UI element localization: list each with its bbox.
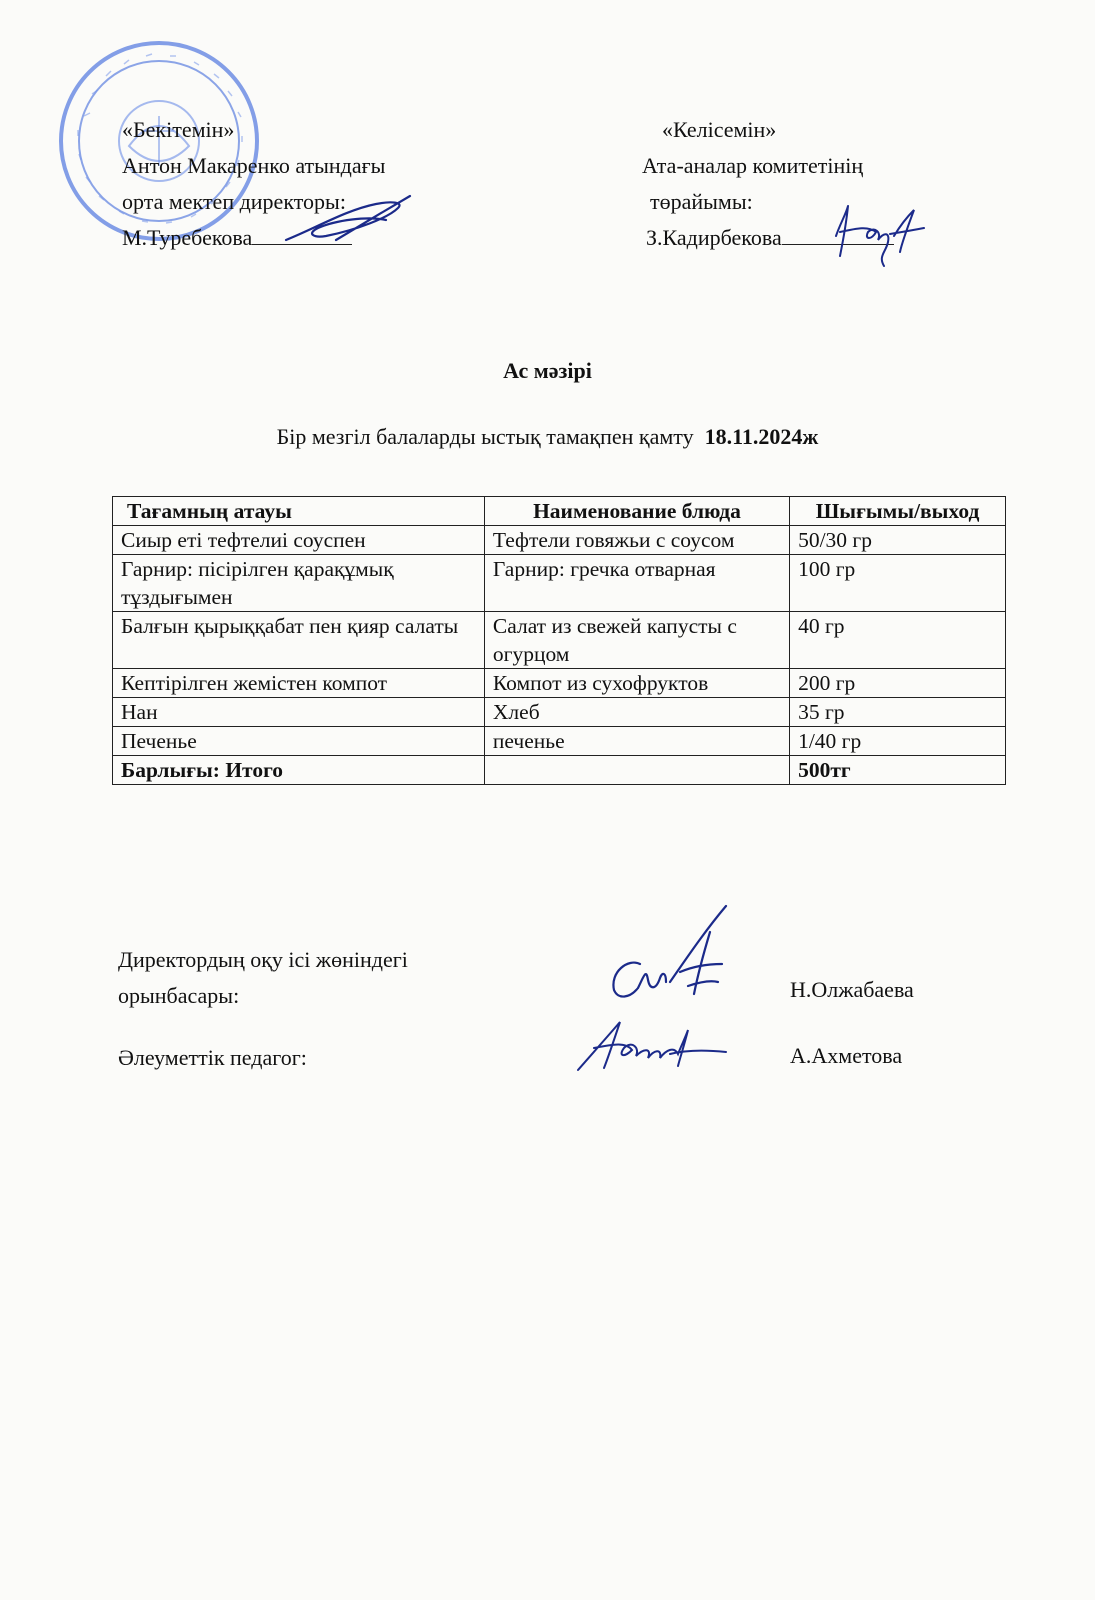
approve-line1: Антон Макаренко атындағы — [122, 153, 386, 178]
cell-output: 35 гр — [790, 698, 1006, 727]
table-row — [113, 698, 1006, 727]
committee-signature — [828, 196, 928, 274]
table-row — [113, 669, 1006, 698]
total-value: 500тг — [790, 756, 1006, 785]
table-row — [113, 555, 1006, 612]
cell-ru: Салат из свежей капусты с огурцом — [484, 612, 789, 669]
social-signature — [574, 1014, 730, 1076]
deputy-role — [118, 942, 408, 1014]
cell-output: 200 гр — [790, 669, 1006, 698]
subtitle-date: 18.11.2024ж — [704, 424, 819, 449]
subtitle-text: Бір мезгіл балаларды ыстық тамақпен қамту — [276, 424, 694, 449]
cell-ru: Хлеб — [484, 698, 789, 727]
cell-ru: Тефтели говяжьи с соусом — [484, 526, 789, 555]
deputy-signature — [604, 902, 744, 1006]
deputy-name: Н.Олжабаева — [790, 977, 914, 1002]
cell-kz: Печенье — [113, 727, 485, 756]
table-row — [113, 526, 1006, 555]
social-name: А.Ахметова — [790, 1043, 903, 1068]
cell-output: 1/40 гр — [790, 727, 1006, 756]
table-total-row — [113, 756, 1006, 785]
approve-line2: орта мектеп директоры: — [122, 189, 346, 214]
agree-title: «Келісемін» — [662, 117, 777, 142]
total-empty — [484, 756, 789, 785]
header-kz-name: Тағамның атауы — [113, 497, 485, 526]
total-label: Барлығы: Итого — [113, 756, 485, 785]
document-subtitle — [0, 424, 1095, 450]
agree-line2: төрайымы: — [650, 189, 753, 214]
approve-title: «Бекітемін» — [122, 117, 235, 142]
table-row — [113, 612, 1006, 669]
cell-output: 40 гр — [790, 612, 1006, 669]
deputy-line2: орынбасары: — [118, 983, 240, 1008]
approve-name-text: М.Туребекова — [122, 225, 253, 250]
deputy-line1: Директордың оқу ісі жөніндегі — [118, 947, 408, 972]
cell-kz: Кептірілген жемістен компот — [113, 669, 485, 698]
cell-output: 50/30 гр — [790, 526, 1006, 555]
director-signature — [276, 188, 416, 252]
social-role: Әлеуметтік педагог: — [118, 1045, 307, 1070]
cell-ru: печенье — [484, 727, 789, 756]
document-title: Ас мәзірі — [503, 358, 592, 383]
cell-ru: Компот из сухофруктов — [484, 669, 789, 698]
cell-kz: Нан — [113, 698, 485, 727]
agree-line1: Ата-аналар комитетінің — [642, 153, 864, 178]
table-header-row — [113, 497, 1006, 526]
table-row — [113, 727, 1006, 756]
cell-ru: Гарнир: гречка отварная — [484, 555, 789, 612]
cell-kz: Гарнир: пісірілген қарақұмық тұздығымен — [113, 555, 485, 612]
header-output: Шығымы/выход — [790, 497, 1006, 526]
header-ru-name: Наименование блюда — [484, 497, 789, 526]
cell-output: 100 гр — [790, 555, 1006, 612]
menu-table — [112, 496, 1006, 785]
cell-kz: Сиыр еті тефтелиі соуспен — [113, 526, 485, 555]
cell-kz: Балғын қырыққабат пен қияр салаты — [113, 612, 485, 669]
agree-name-text: З.Кадирбекова — [646, 225, 782, 250]
